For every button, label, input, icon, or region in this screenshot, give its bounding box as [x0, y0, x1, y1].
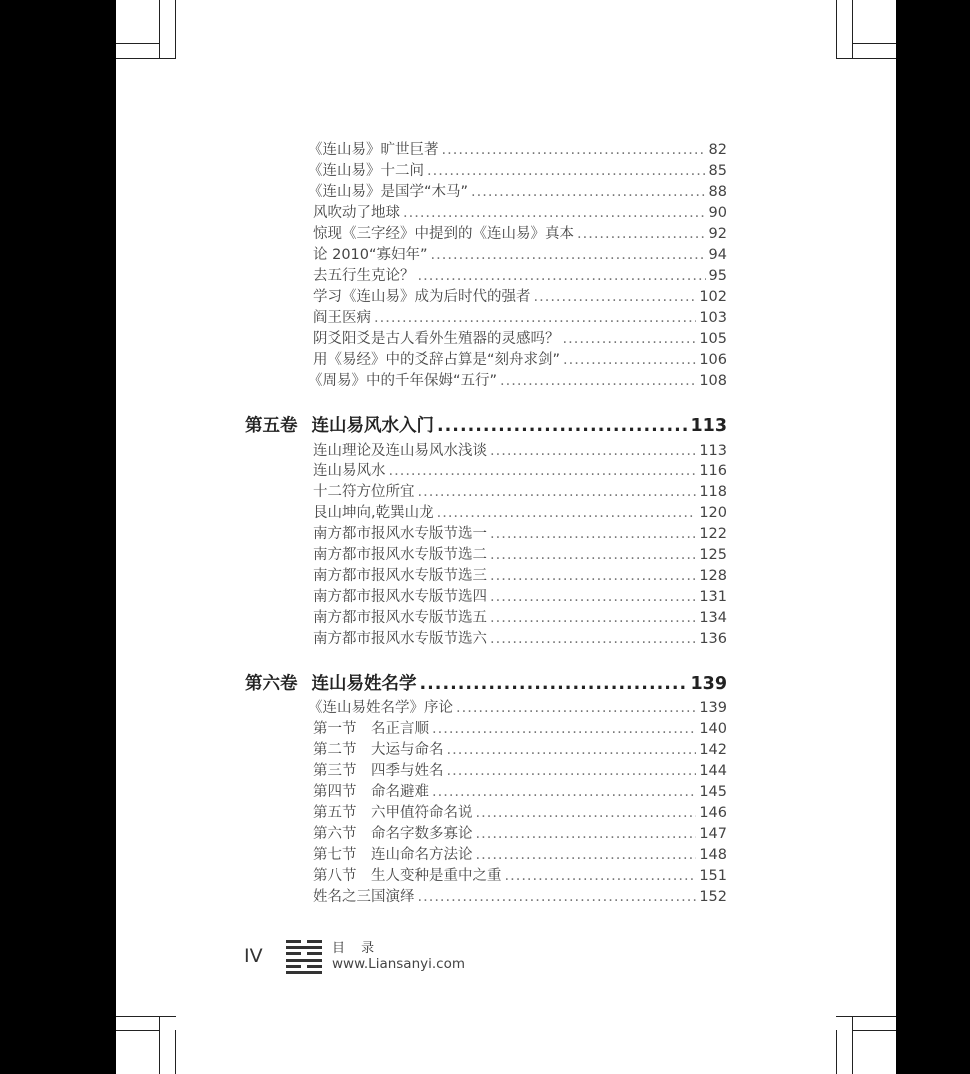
crop-mark-top-left-h2	[116, 58, 176, 59]
toc-entry-title: 第二节 大运与命名	[313, 742, 444, 758]
leader-dots	[476, 826, 697, 842]
toc-entry-page: 116	[699, 463, 727, 479]
toc-entry-title: 去五行生克论？	[313, 268, 415, 284]
crop-mark-bottom-right-h	[836, 1016, 896, 1017]
page-number: IV	[244, 945, 263, 967]
leader-dots	[577, 226, 706, 242]
leader-dots	[437, 505, 697, 521]
toc-entry[interactable]	[313, 327, 727, 348]
toc-entry[interactable]	[313, 285, 727, 306]
toc-entry[interactable]	[313, 864, 727, 885]
crop-mark-bottom-left-h	[116, 1016, 176, 1017]
toc-entry-page: 146	[699, 805, 727, 821]
toc-entry[interactable]	[313, 822, 727, 843]
toc-entry-page: 142	[699, 742, 727, 758]
footer-website[interactable]: www.Liansanyi.com	[332, 956, 466, 972]
toc-entry[interactable]	[313, 606, 727, 627]
toc-entry[interactable]	[313, 501, 727, 522]
toc-entry-page: 88	[708, 184, 727, 200]
toc-entry-title: 《连山易》十二问	[308, 163, 424, 179]
toc-entry-page: 90	[708, 205, 727, 221]
toc-entry-page: 106	[699, 352, 727, 368]
toc-entry-title: 论 2010“寡妇年”	[313, 247, 428, 263]
toc-entry-title: 第一节 名正言顺	[313, 721, 429, 737]
leader-dots	[418, 889, 697, 905]
leader-dots	[471, 184, 706, 200]
toc-entry-title: 学习《连山易》成为后时代的强者	[313, 289, 531, 305]
toc-entry-page: 140	[699, 721, 727, 737]
leader-dots	[418, 484, 697, 500]
toc-entry[interactable]	[308, 180, 727, 201]
leader-dots	[420, 674, 688, 694]
crop-mark-top-right-h	[852, 43, 896, 44]
leader-dots	[427, 163, 706, 179]
book-page	[116, 0, 896, 1074]
toc-entry-page: 144	[699, 763, 727, 779]
leader-dots	[447, 742, 697, 758]
toc-entry[interactable]	[313, 843, 727, 864]
leader-dots	[431, 247, 706, 263]
crop-mark-top-left-h	[116, 43, 160, 44]
toc-entry-page: 120	[699, 505, 727, 521]
leader-dots	[563, 331, 697, 347]
toc-entry-page: 108	[699, 373, 727, 389]
toc-entry-title: 惊现《三字经》中提到的《连山易》真本	[313, 226, 574, 242]
toc-entry[interactable]	[308, 159, 727, 180]
leader-dots	[490, 610, 696, 626]
toc-entry-title: 第七节 连山命名方法论	[313, 847, 473, 863]
toc-entry-title: 阴爻阳爻是古人看外生殖器的灵感吗？	[313, 331, 560, 347]
leader-dots	[389, 463, 697, 479]
volume-heading[interactable]	[245, 412, 727, 438]
leader-dots	[442, 142, 706, 158]
leader-dots	[374, 310, 696, 326]
toc-entry-title: 南方都市报风水专版节选三	[313, 568, 487, 584]
toc-entry-page: 131	[699, 589, 727, 605]
toc-entry-page: 122	[699, 526, 727, 542]
toc-entry[interactable]	[308, 369, 727, 390]
crop-mark-top-left-v	[159, 0, 160, 58]
toc-entry-page: 94	[708, 247, 727, 263]
toc-entry-title: 南方都市报风水专版节选五	[313, 610, 487, 626]
toc-entry[interactable]	[313, 717, 727, 738]
leader-dots	[490, 589, 696, 605]
leader-dots	[490, 631, 696, 647]
leader-dots	[403, 205, 706, 221]
toc-entry-title: 《连山易》是国学“木马”	[308, 184, 469, 200]
toc-entry-title: 用《易经》中的爻辞占算是“刻舟求剑”	[313, 352, 561, 368]
crop-mark-bottom-left-v	[159, 1016, 160, 1074]
toc-entry[interactable]	[313, 738, 727, 759]
leader-dots	[456, 700, 696, 716]
toc-entry-page: 82	[708, 142, 727, 158]
toc-entry[interactable]	[313, 480, 727, 501]
toc-entry-page: 128	[699, 568, 727, 584]
toc-entry-page: 125	[699, 547, 727, 563]
crop-mark-bottom-right-v	[852, 1016, 853, 1074]
lianshan-logo-icon	[286, 940, 322, 974]
toc-entry-title: 《连山易姓名学》序论	[308, 700, 453, 716]
toc-entry-page: 145	[699, 784, 727, 800]
toc-entry-page: 152	[699, 889, 727, 905]
toc-entry-title: 南方都市报风水专版节选六	[313, 631, 487, 647]
toc-entry[interactable]	[313, 459, 727, 480]
leader-dots	[432, 721, 696, 737]
leader-dots	[490, 443, 696, 459]
toc-entry-page: 92	[708, 226, 727, 242]
toc-entry-title: 风吹动了地球	[313, 205, 400, 221]
toc-entry[interactable]	[313, 264, 727, 285]
toc-entry[interactable]	[313, 522, 727, 543]
toc-entry-title: 姓名之三国演绎	[313, 889, 415, 905]
crop-mark-bottom-right-v2	[836, 1030, 837, 1074]
toc-entry-title: 第三节 四季与姓名	[313, 763, 444, 779]
toc-entry[interactable]	[313, 543, 727, 564]
volume-heading[interactable]	[245, 670, 727, 696]
leader-dots	[432, 784, 696, 800]
toc-entry-title: 艮山坤向,乾巽山龙	[313, 505, 434, 521]
toc-entry[interactable]	[313, 306, 727, 327]
toc-entry[interactable]	[313, 222, 727, 243]
leader-dots	[476, 847, 697, 863]
toc-entry-title: 连山易风水	[313, 463, 386, 479]
toc-entry-page: 118	[699, 484, 727, 500]
toc-entry[interactable]	[308, 138, 727, 159]
toc-entry-page: 95	[708, 268, 727, 284]
leader-dots	[490, 526, 696, 542]
toc-entry[interactable]	[313, 801, 727, 822]
leader-dots	[476, 805, 697, 821]
toc-entry[interactable]	[313, 585, 727, 606]
volume-number: 第六卷	[245, 674, 298, 694]
toc-entry[interactable]	[313, 348, 727, 369]
toc-entry[interactable]	[313, 627, 727, 648]
footer-section-title: 目 录	[332, 941, 381, 956]
toc-entry-page: 139	[699, 700, 727, 716]
toc-entry[interactable]	[313, 780, 727, 801]
toc-entry-page: 151	[699, 868, 727, 884]
leader-dots	[563, 352, 696, 368]
toc-entry-title: 第八节 生人变种是重中之重	[313, 868, 502, 884]
toc-entry[interactable]	[313, 759, 727, 780]
toc-entry[interactable]	[313, 439, 727, 460]
toc-entry-title: 连山理论及连山易风水浅谈	[313, 443, 487, 459]
toc-entry-title: 第五节 六甲值符命名说	[313, 805, 473, 821]
toc-entry-page: 136	[699, 631, 727, 647]
toc-entry-page: 147	[699, 826, 727, 842]
toc-entry-page: 148	[699, 847, 727, 863]
toc-entry[interactable]	[308, 696, 727, 717]
toc-entry-page: 134	[699, 610, 727, 626]
crop-mark-top-right-v	[836, 0, 837, 58]
toc-entry-title: 南方都市报风水专版节选二	[313, 547, 487, 563]
leader-dots	[447, 763, 697, 779]
leader-dots	[505, 868, 697, 884]
toc-entry-page: 103	[699, 310, 727, 326]
toc-entry-title: 阎王医病	[313, 310, 371, 326]
volume-title: 连山易风水入门	[311, 416, 434, 436]
toc-entry[interactable]	[313, 243, 727, 264]
volume-page: 139	[690, 674, 727, 694]
volume-number: 第五卷	[245, 416, 298, 436]
volume-page: 113	[690, 416, 727, 436]
volume-title: 连山易姓名学	[311, 674, 417, 694]
leader-dots	[534, 289, 697, 305]
toc-entry-title: 十二符方位所宜	[313, 484, 415, 500]
toc-entry[interactable]	[313, 201, 727, 222]
crop-mark-bottom-left-v2	[175, 1030, 176, 1074]
leader-dots	[500, 373, 696, 389]
toc-entry-title: 南方都市报风水专版节选一	[313, 526, 487, 542]
toc-entry-title: 《连山易》旷世巨著	[308, 142, 439, 158]
crop-mark-top-right-v2	[852, 0, 853, 58]
toc-entry-page: 105	[699, 331, 727, 347]
crop-mark-bottom-left-h2	[116, 1030, 160, 1031]
toc-entry-page: 85	[708, 163, 727, 179]
leader-dots	[418, 268, 706, 284]
leader-dots	[490, 568, 696, 584]
toc-entry-title: 《周易》中的千年保姆“五行”	[308, 373, 498, 389]
leader-dots	[490, 547, 696, 563]
toc-entry-title: 第四节 命名避难	[313, 784, 429, 800]
toc-entry-title: 第六节 命名字数多寡论	[313, 826, 473, 842]
crop-mark-bottom-right-h2	[852, 1030, 896, 1031]
toc-entry-page: 102	[699, 289, 727, 305]
crop-mark-top-left-v2	[175, 0, 176, 58]
toc-entry-page: 113	[699, 443, 727, 459]
toc-entry-title: 南方都市报风水专版节选四	[313, 589, 487, 605]
crop-mark-top-right-h2	[836, 58, 896, 59]
toc-entry[interactable]	[313, 885, 727, 906]
leader-dots	[437, 416, 687, 436]
toc-entry[interactable]	[313, 564, 727, 585]
